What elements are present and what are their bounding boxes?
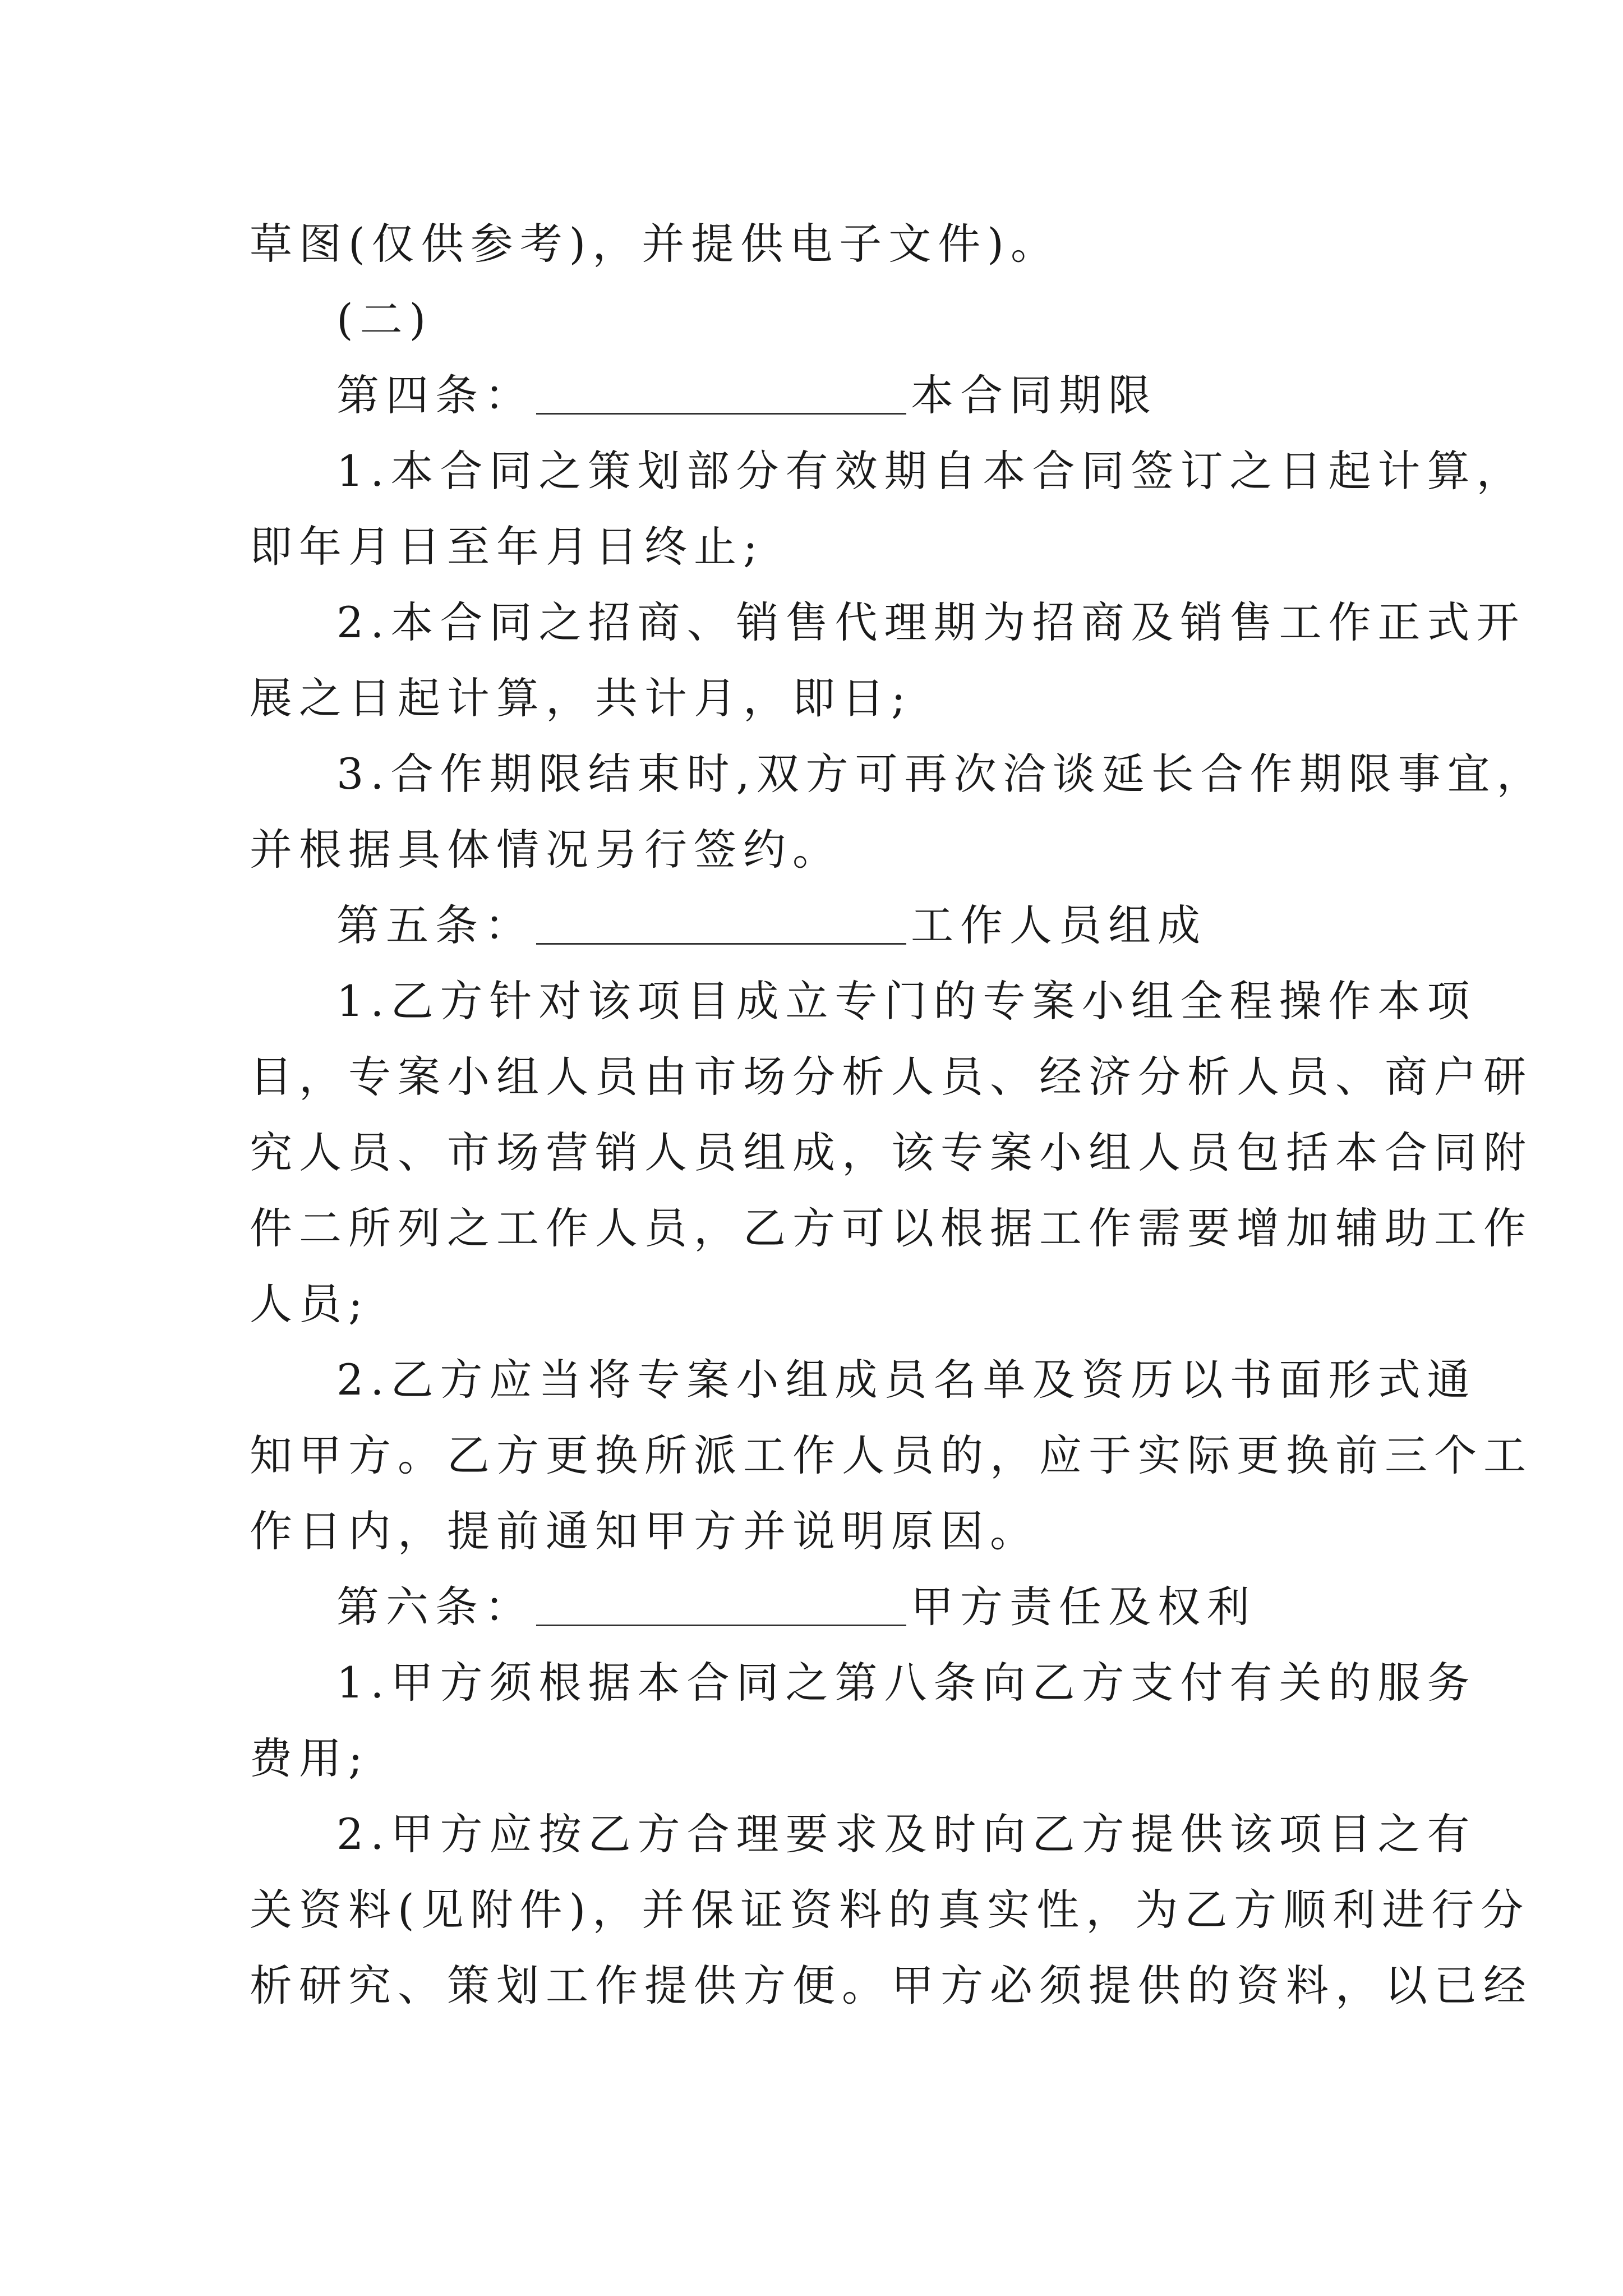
blank-field — [536, 904, 906, 945]
article-heading-6 — [336, 1571, 1256, 1644]
text-line: 1.本合同之策划部分有效期自本合同签订之日起计算， — [336, 446, 1526, 496]
text-line: 1.乙方针对该项目成立专门的专案小组全程操作本项 — [336, 976, 1477, 1026]
section-number: (二) — [336, 295, 433, 344]
blank-field — [536, 1585, 906, 1626]
text-line: 关资料(见附件)，并保证资料的真实性，为乙方顺利进行分 — [250, 1885, 1530, 1935]
text-line: 展之日起计算，共计月，即日; — [250, 673, 912, 723]
blank-field — [536, 374, 906, 415]
text-line: 2.本合同之招商、销售代理期为招商及销售工作正式开 — [336, 597, 1526, 647]
article-label: 第四条： — [336, 370, 534, 420]
text-line: 2.乙方应当将专案小组成员名单及资历以书面形式通 — [336, 1355, 1477, 1405]
text-line: 作日内，提前通知甲方并说明原因。 — [250, 1506, 1039, 1556]
text-line: 2.甲方应按乙方合理要求及时向乙方提供该项目之有 — [336, 1809, 1477, 1859]
article-heading-4 — [336, 359, 1158, 432]
article-heading-5 — [336, 889, 1207, 962]
text-line: 析研究、策划工作提供方便。甲方必须提供的资料，以已经 — [250, 1961, 1533, 2010]
text-line: 3.合作期限结束时,双方可再次洽谈延长合作期限事宜， — [336, 749, 1546, 799]
text-line: 草图(仅供参考)，并提供电子文件)。 — [250, 219, 1060, 269]
article-title: 甲方责任及权利 — [911, 1582, 1256, 1632]
text-line: 1.甲方须根据本合同之第八条向乙方支付有关的服务 — [336, 1658, 1477, 1708]
text-line: 知甲方。乙方更换所派工作人员的，应于实际更换前三个工 — [250, 1430, 1533, 1480]
article-label: 第五条： — [336, 900, 534, 950]
article-title: 本合同期限 — [911, 370, 1158, 420]
text-line: 并根据具体情况另行签约。 — [250, 825, 842, 875]
text-line: 究人员、市场营销人员组成，该专案小组人员包括本合同附 — [250, 1128, 1533, 1177]
text-line: 费用; — [250, 1733, 370, 1783]
text-line: 即年月日至年月日终止; — [250, 522, 764, 572]
article-title: 工作人员组成 — [911, 900, 1207, 950]
text-line: 人员; — [250, 1279, 370, 1329]
article-label: 第六条： — [336, 1582, 534, 1632]
text-line: 目，专案小组人员由市场分析人员、经济分析人员、商户研 — [250, 1052, 1533, 1102]
text-line: 件二所列之工作人员，乙方可以根据工作需要增加辅助工作 — [250, 1203, 1533, 1253]
